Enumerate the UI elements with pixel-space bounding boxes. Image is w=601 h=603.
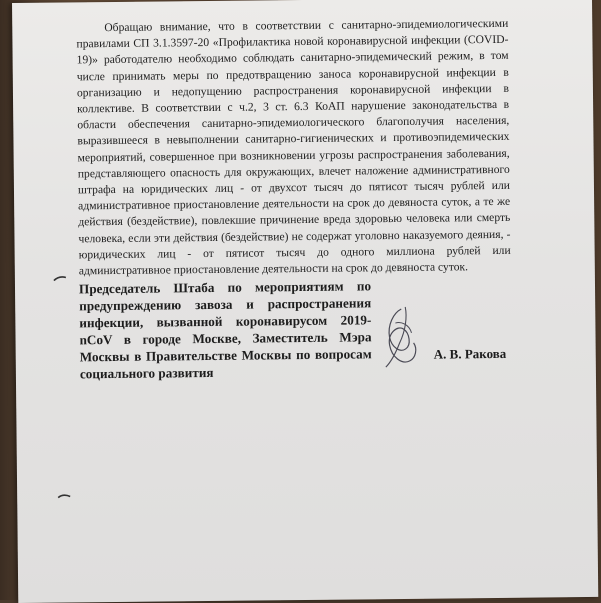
signature-title: Председатель Штаба по мероприятиям по предупреждению завоза и распространения инфекции, вызванной коронавирусом 2019-nCoV в городе Москве, Заместитель Мэра Москвы в Правительстве Москвы по вопросам социального развития (78, 278, 372, 382)
handwritten-signature (375, 303, 428, 374)
signer-name: А. В. Ракова (433, 345, 507, 362)
page-mark-lower (57, 492, 71, 500)
body-paragraph: Обращаю внимание, что в соответствии с санитарно-эпидемиологическими правилами СП 3.1.3597-20 «Профилактика новой коронавирусной инфекции (COVID-19)» работодателю необходимо соблюдать санитарно-эпидемический режим, в том числе принимать меры по предотвращению заноса коронавирусной инфекции в организацию и недопущению распространения коронавирусной инфекции в коллективе. В соответствии с ч.2, 3 ст. 6.3 КоАП нарушение законодательства в области обеспечения санитарно-эпидемиологического благополучия населения, выразившееся в невыполнении санитарно-гигиенических и противоэпидемических мероприятий, совершенное при возникновении угрозы распространения заболевания, представляющего опасность для окружающих, влечет наложение административного штрафа на юридических лиц - от двухсот тысяч до пятисот тысяч рублей или административное приостановление деятельности на срок до девяноста суток, а те же действия (бездействие), повлекшие причинение вреда здоровью человека или смерть человека, если эти действия (бездействие) не содержат уголовно наказуемого деяния, - юридических лиц - от пятисот тысяч до одного миллиона рублей или административное приостановление деятельности на срок до девяноста суток. (76, 16, 511, 278)
page-mark-upper (53, 274, 67, 282)
document-page (12, 0, 598, 603)
